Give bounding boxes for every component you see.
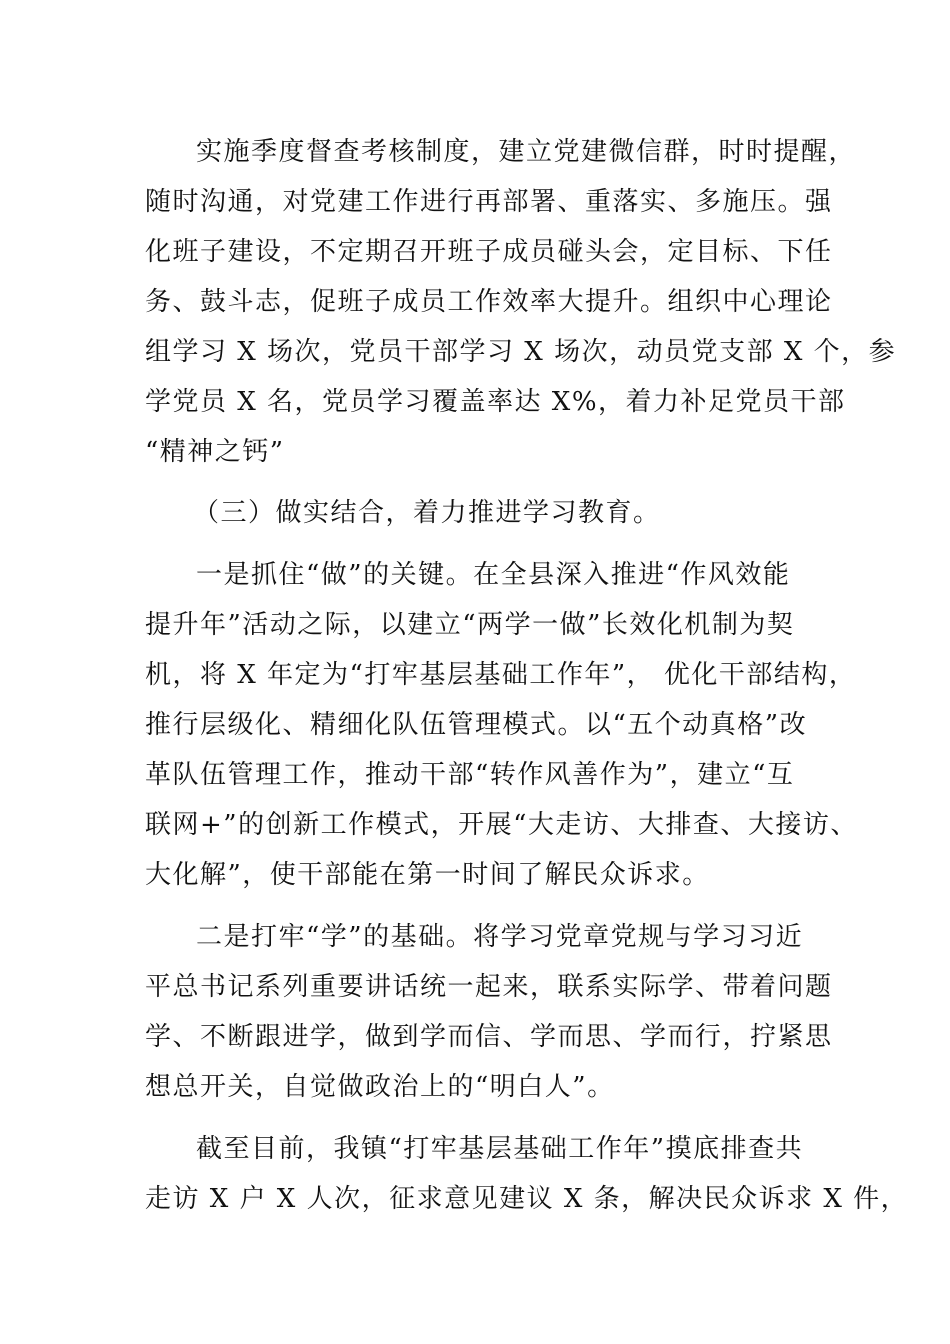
text-line: 大化解”，使干部能在第一时间了解民众诉求。 xyxy=(145,860,710,890)
text-line: 革队伍管理工作，推动干部“转作风善作为”，建立“互 xyxy=(145,760,795,790)
text-line: 机，将 X 年定为“打牢基层基础工作年”， 优化干部结构， xyxy=(145,660,857,690)
section-heading: （三）做实结合，着力推进学习教育。 xyxy=(193,498,661,528)
text-line: 组学习 X 场次，党员干部学习 X 场次，动员党支部 X 个，参 xyxy=(145,337,897,367)
text-line: 提升年”活动之际，以建立“两学一做”长效化机制为契 xyxy=(145,610,795,640)
text-line: 化班子建设，不定期召开班子成员碰头会，定目标、下任 xyxy=(145,237,833,267)
text-line: 推行层级化、精细化队伍管理模式。以“五个动真格”改 xyxy=(145,710,808,740)
text-line: 联网+”的创新工作模式，开展“大走访、大排查、大接访、 xyxy=(145,810,858,840)
text-line: 平总书记系列重要讲话统一起来，联系实际学、带着问题 xyxy=(145,972,833,1002)
text-line: 学党员 X 名，党员学习覆盖率达 X%，着力补足党员干部 xyxy=(145,387,846,417)
text-line: 想总开关，自觉做政治上的“明白人”。 xyxy=(145,1072,615,1102)
text-line: 学、不断跟进学，做到学而信、学而思、学而行，拧紧思 xyxy=(145,1022,833,1052)
text-line: 走访 X 户 X 人次，征求意见建议 X 条，解决民众诉求 X 件， xyxy=(145,1184,909,1214)
text-line: 实施季度督查考核制度，建立党建微信群，时时提醒， xyxy=(196,137,857,167)
text-line: 随时沟通，对党建工作进行再部署、重落实、多施压。强 xyxy=(145,187,833,217)
text-line: 截至目前，我镇“打牢基层基础工作年”摸底排查共 xyxy=(196,1134,804,1164)
text-line: “精神之钙” xyxy=(145,437,285,467)
text-line: 二是打牢“学”的基础。将学习党章党规与学习习近 xyxy=(196,922,804,952)
text-line: 一是抓住“做”的关键。在全县深入推进“作风效能 xyxy=(196,560,791,590)
text-line: 务、鼓斗志，促班子成员工作效率大提升。组织中心理论 xyxy=(145,287,833,317)
